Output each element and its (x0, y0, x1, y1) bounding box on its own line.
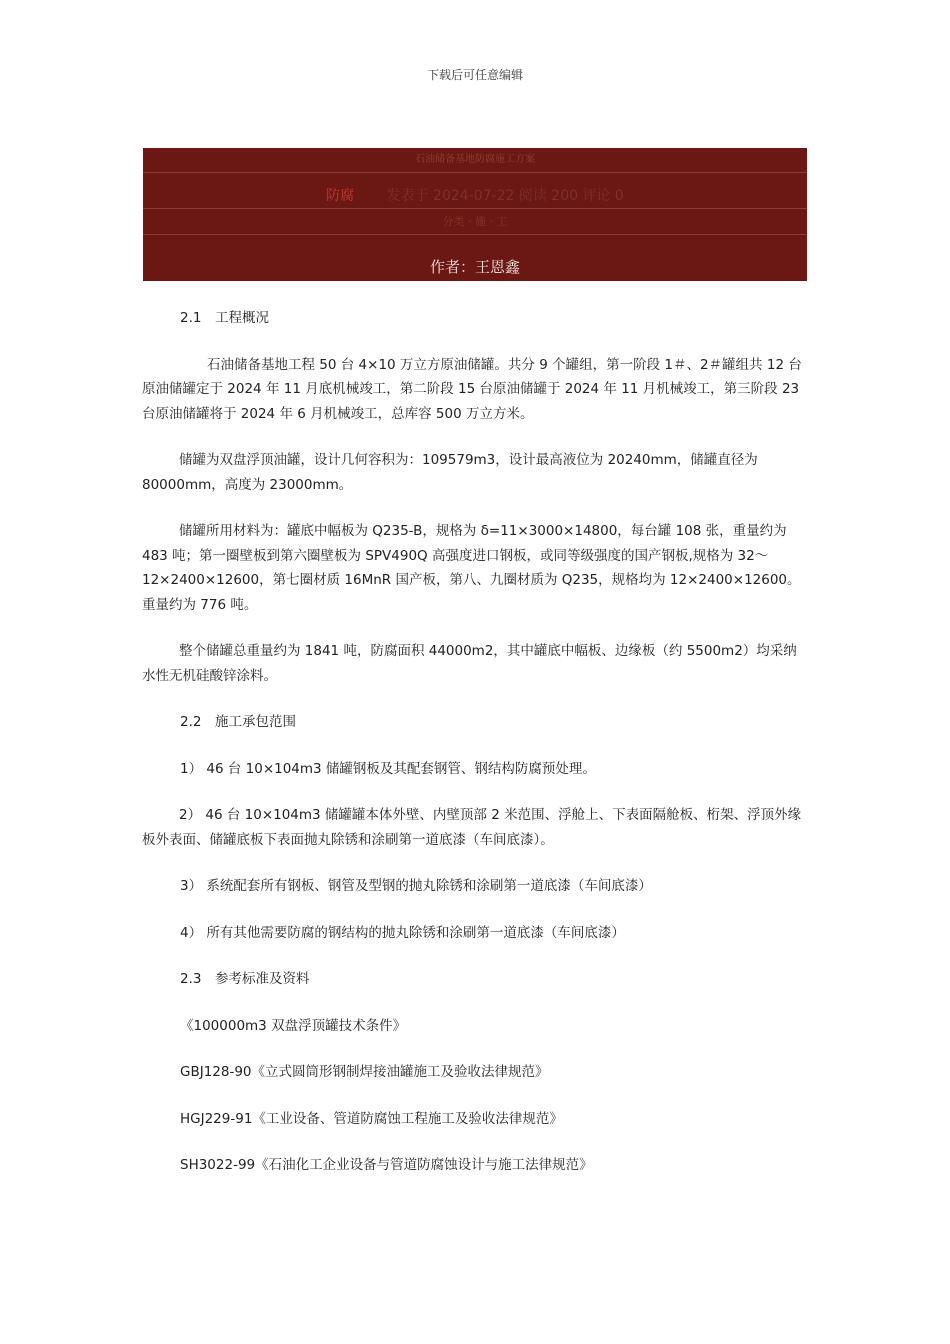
scope-item-2: 2） 46 台 10×104m3 储罐罐本体外壁、内壁顶部 2 米范围、浮舱上、下表面隔舱板、桁架、浮顶外缘板外表面、储罐底板下表面抛丸除锈和涂刷第一道底漆（车间底漆）。 (142, 807, 802, 848)
category-link[interactable]: 防腐 (326, 188, 355, 204)
scope-item-3: 3） 系统配套所有钢板、钢管及型钢的抛丸除锈和涂刷第一道底漆（车间底漆） (180, 878, 652, 894)
paragraph-overview: 石油储备基地工程 50 台 4×10 万立方原油储罐。共分 9 个罐组，第一阶段 1＃、2＃罐组共 12 台原油储罐定于 2024 年 11 月底机械竣工，第二阶段 15 台原油储罐于 2024 年 11 月机械竣工，第三阶段 23 台原油储罐将于 2024 年 6 月机械竣工，总库容 500 万立方米。 (142, 356, 802, 422)
scope-item-4: 4） 所有其他需要防腐的钢结构的抛丸除锈和涂刷第一道底漆（车间底漆） (180, 924, 625, 941)
reference-item: SH3022-99《石油化工企业设备与管道防腐蚀设计与施工法律规范》 (180, 1157, 593, 1173)
scope-item-1: 1） 46 台 10×104m3 储罐钢板及其配套钢管、钢结构防腐预处理。 (180, 760, 596, 777)
reference-item: HGJ229-91《工业设备、管道防腐蚀工程施工及验收法律规范》 (180, 1110, 563, 1127)
reference-item: 《100000m3 双盘浮顶罐技术条件》 (180, 1017, 407, 1034)
banner-meta-row (143, 172, 807, 209)
paragraph-weight: 整个储罐总重量约为 1841 吨，防腐面积 44000m2，其中罐底中幅板、边缘板（约 5500m2）均采纳水性无机硅酸锌涂料。 (142, 643, 797, 684)
paragraph-materials: 储罐所用材料为：罐底中幅板为 Q235-B，规格为 δ=11×3000×14800，每台罐 108 张，重量约为 483 吨；第一圈壁板到第六圈壁板为 SPV490Q 高强度进口钢板，或同等级强度的国产钢板,规格为 32～12×2400×12600，第七圈材质 16MnR 国产板，第八、九圈材质为 Q235，规格均为 12×2400×12600。重量约为 776 吨。 (142, 523, 801, 613)
section-heading-2-2: 2.2 施工承包范围 (180, 714, 296, 730)
banner-tags-row: 分类 · 施 · 工 (143, 209, 807, 235)
reference-item: GBJ128-90《立式圆筒形钢制焊接油罐施工及验收法律规范》 (180, 1064, 549, 1080)
author-line: 作者：王恩鑫 (429, 258, 520, 276)
section-heading-2-3: 2.3 参考标准及资料 (180, 971, 310, 987)
post-meta: 发表于 2024-07-22 阅读 200 评论 0 (386, 188, 624, 204)
page-header-note: 下载后可任意编辑 (426, 68, 523, 82)
article-banner (143, 148, 807, 281)
article-body (142, 306, 806, 1178)
paragraph-tank-spec: 储罐为双盘浮顶油罐，设计几何容积为：109579m3，设计最高液位为 20240mm，储罐直径为 80000mm，高度为 23000mm。 (142, 452, 758, 493)
banner-title-row: 石油储备基地防腐施工方案 (143, 148, 807, 173)
section-heading-2-1: 2.1 工程概况 (180, 310, 269, 326)
